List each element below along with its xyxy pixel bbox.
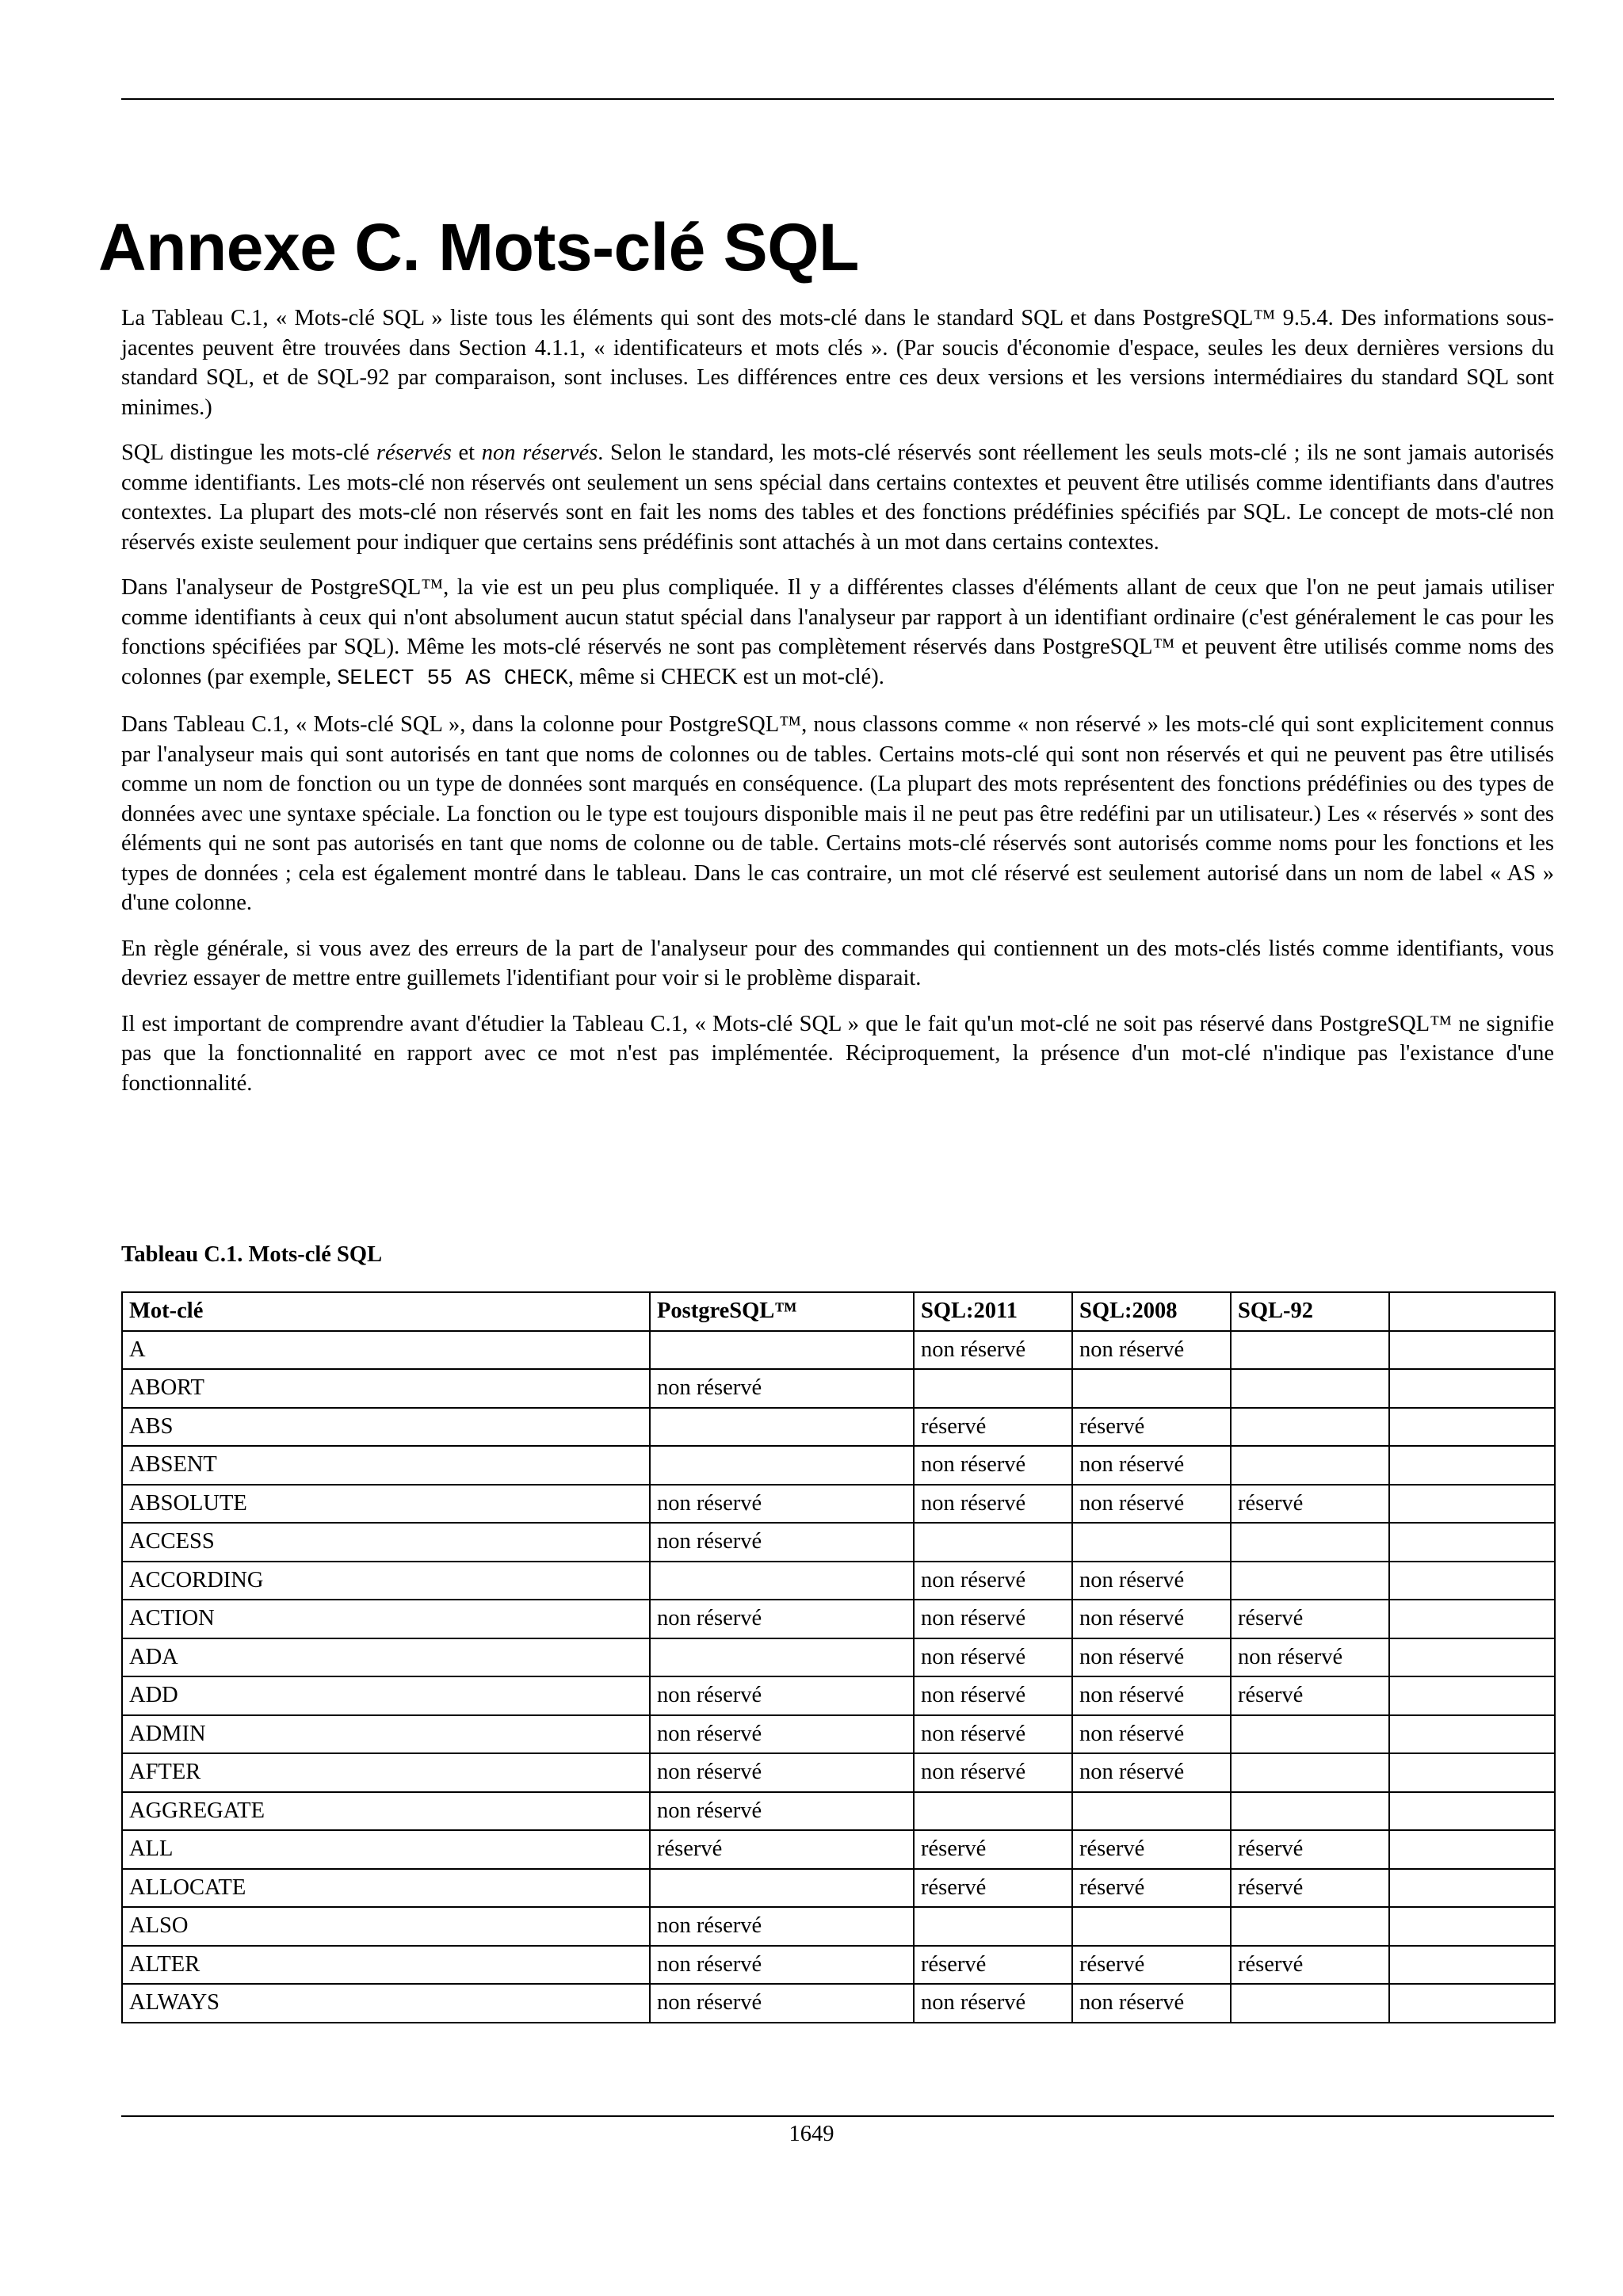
cell-sql2008: réservé <box>1072 1830 1231 1869</box>
keywords-table <box>121 1291 1556 2023</box>
code-example: SELECT 55 AS CHECK <box>337 666 568 691</box>
paragraph-classification: Dans Tableau C.1, « Mots-clé SQL », dans la colonne pour PostgreSQL™, nous classons comme « non réservé » les mots-clé qui sont explicitement connus par l'analyseur mais qui sont autorisés en tant que noms de colonnes ou de tables. Certains mots-clé qui sont non réservés et qui ne peuvent pas être utilisés comme un nom de fonction ou un type de données sont marqués en conséquence. (La plupart des mots représentent des fonctions prédéfinies ou des types de données avec une syntaxe spéciale. La fonction ou le type est toujours disponible mais il ne peut pas être redéfini par un utilisateur.) Les « réservés » sont des éléments qui ne sont pas autorisés en tant que noms de colonne ou de table. Certains mots-clé réservés sont autorisés comme noms pour les fonctions et les types de données ; cela est également montré dans le tableau. Dans le cas contraire, un mot clé réservé est seulement autorisé dans un nom de label « AS » d'une colonne. <box>121 712 1554 915</box>
cell-sql2008: non réservé <box>1072 1715 1231 1754</box>
header-sql2011: SQL:2011 <box>914 1292 1072 1331</box>
cell-sql2008: réservé <box>1072 1869 1231 1908</box>
header-keyword: Mot-clé <box>122 1292 650 1331</box>
cell-sql92: réservé <box>1231 1600 1389 1638</box>
cell-sql92 <box>1231 1907 1389 1946</box>
page-number: 1649 <box>789 2122 834 2146</box>
cell-keyword: ABSENT <box>122 1446 650 1485</box>
cell-sql92 <box>1231 1562 1389 1600</box>
text-run: SQL distingue les mots-clé <box>121 441 376 465</box>
cell-extra <box>1389 1523 1555 1562</box>
cell-sql2011: non réservé <box>914 1485 1072 1524</box>
table-row <box>122 1753 1555 1792</box>
cell-extra <box>1389 1600 1555 1638</box>
cell-sql2008: réservé <box>1072 1408 1231 1447</box>
cell-extra <box>1389 1408 1555 1447</box>
cell-sql92: non réservé <box>1231 1638 1389 1677</box>
cell-keyword: ADD <box>122 1676 650 1715</box>
cell-keyword: ALLOCATE <box>122 1869 650 1908</box>
cell-sql92 <box>1231 1446 1389 1485</box>
cell-sql2011: non réservé <box>914 1600 1072 1638</box>
cell-extra <box>1389 1715 1555 1754</box>
cell-sql92 <box>1231 1408 1389 1447</box>
paragraph-parser <box>121 573 1554 694</box>
cell-sql2008: non réservé <box>1072 1446 1231 1485</box>
header-empty <box>1389 1292 1555 1331</box>
table-row <box>122 1715 1555 1754</box>
table-row <box>122 1907 1555 1946</box>
text-run: , même si CHECK est un mot-clé). <box>567 664 884 689</box>
cell-sql92 <box>1231 1792 1389 1831</box>
paragraph-advice: En règle générale, si vous avez des erreurs de la part de l'analyseur pour des commandes qui contiennent un des mots-clés listés comme identifiants, vous devriez essayer de mettre entre guillemets l'identifiant pour voir si le problème disparait. <box>121 936 1554 990</box>
table-row <box>122 1984 1555 2023</box>
cell-sql2011: non réservé <box>914 1984 1072 2023</box>
page-title: Annexe C. Mots-clé SQL <box>98 210 859 284</box>
footer-rule <box>121 2115 1554 2117</box>
cell-sql2008: non réservé <box>1072 1676 1231 1715</box>
cell-sql92 <box>1231 1331 1389 1370</box>
cell-postgresql: non réservé <box>650 1676 914 1715</box>
table-row <box>122 1869 1555 1908</box>
cell-sql2011 <box>914 1523 1072 1562</box>
cell-sql92 <box>1231 1715 1389 1754</box>
cell-sql2008 <box>1072 1792 1231 1831</box>
cell-extra <box>1389 1984 1555 2023</box>
cell-keyword: ACCESS <box>122 1523 650 1562</box>
cell-postgresql: non réservé <box>650 1907 914 1946</box>
cell-postgresql: non réservé <box>650 1946 914 1985</box>
table-row <box>122 1792 1555 1831</box>
cell-extra <box>1389 1638 1555 1677</box>
cell-sql2008 <box>1072 1523 1231 1562</box>
cell-keyword: ALSO <box>122 1907 650 1946</box>
cell-sql2008 <box>1072 1369 1231 1408</box>
cell-postgresql: non réservé <box>650 1753 914 1792</box>
text-run: et <box>451 441 482 465</box>
cell-sql2011: non réservé <box>914 1331 1072 1370</box>
header-sql2008: SQL:2008 <box>1072 1292 1231 1331</box>
table-row <box>122 1446 1555 1485</box>
cell-sql2008 <box>1072 1907 1231 1946</box>
cell-keyword: ALTER <box>122 1946 650 1985</box>
cell-extra <box>1389 1830 1555 1869</box>
cell-extra <box>1389 1562 1555 1600</box>
cell-sql2008: non réservé <box>1072 1984 1231 2023</box>
cell-sql2008: non réservé <box>1072 1331 1231 1370</box>
cell-sql2008: non réservé <box>1072 1638 1231 1677</box>
header-sql92: SQL-92 <box>1231 1292 1389 1331</box>
table-body <box>122 1331 1555 2023</box>
cell-sql2011: réservé <box>914 1830 1072 1869</box>
cell-sql2011 <box>914 1907 1072 1946</box>
table-row <box>122 1676 1555 1715</box>
cell-postgresql: non réservé <box>650 1715 914 1754</box>
cell-postgresql <box>650 1562 914 1600</box>
cell-keyword: A <box>122 1331 650 1370</box>
cell-sql92: réservé <box>1231 1676 1389 1715</box>
cell-postgresql <box>650 1446 914 1485</box>
table-row <box>122 1485 1555 1524</box>
cell-postgresql: non réservé <box>650 1600 914 1638</box>
cell-sql2011: non réservé <box>914 1446 1072 1485</box>
cell-postgresql: non réservé <box>650 1792 914 1831</box>
cell-sql92: réservé <box>1231 1830 1389 1869</box>
cell-keyword: ACTION <box>122 1600 650 1638</box>
cell-keyword: ACCORDING <box>122 1562 650 1600</box>
paragraph-intro: La Tableau C.1, « Mots-clé SQL » liste tous les éléments qui sont des mots-clé dans le standard SQL et dans PostgreSQL™ 9.5.4. Des informations sous-jacentes peuvent être trouvées dans Section 4.1.1, « identificateurs et mots clés ». (Par soucis d'économie d'espace, seules les deux dernières versions du standard SQL, et de SQL-92 par comparaison, sont incluses. Les différences entre ces deux versions et les versions intermédiaires du standard SQL sont minimes.) <box>121 306 1554 420</box>
header-postgresql: PostgreSQL™ <box>650 1292 914 1331</box>
cell-postgresql <box>650 1869 914 1908</box>
cell-postgresql: non réservé <box>650 1984 914 2023</box>
cell-sql2008: non réservé <box>1072 1753 1231 1792</box>
cell-sql2011: non réservé <box>914 1562 1072 1600</box>
cell-postgresql: non réservé <box>650 1485 914 1524</box>
emphasis-reserved: réservés <box>376 441 452 465</box>
table-row <box>122 1331 1555 1370</box>
table-row <box>122 1562 1555 1600</box>
table-caption: Tableau C.1. Mots-clé SQL <box>121 1242 383 1267</box>
text-run: . Selon le standard, les mots-clé réservés sont réellement les seuls mots-clé ; ils ne sont jamais autorisés comme identifiants. Les mots-clé non réservés ont seulement un sens spécial dans certains contextes et peuvent être utilisés comme identifiants dans d'autres contextes. La plupart des mots-clé non réservés sont en fait les noms des tables et des fonctions prédéfinies spécifiés par SQL. Le concept de mots-clé non réservés existe seulement pour indiquer que certains sens prédéfinis sont attachés à un mot dans certains contextes. <box>121 441 1555 555</box>
cell-extra <box>1389 1869 1555 1908</box>
table-row <box>122 1408 1555 1447</box>
cell-sql92 <box>1231 1369 1389 1408</box>
cell-sql92 <box>1231 1753 1389 1792</box>
cell-keyword: ALL <box>122 1830 650 1869</box>
cell-keyword: ABORT <box>122 1369 650 1408</box>
cell-sql2011: réservé <box>914 1408 1072 1447</box>
cell-keyword: ADMIN <box>122 1715 650 1754</box>
cell-keyword: AFTER <box>122 1753 650 1792</box>
paragraph-reserved-keywords <box>121 438 1554 557</box>
cell-sql2011 <box>914 1792 1072 1831</box>
table-row <box>122 1946 1555 1985</box>
cell-sql92: réservé <box>1231 1946 1389 1985</box>
cell-postgresql <box>650 1408 914 1447</box>
table-row <box>122 1523 1555 1562</box>
cell-sql2011 <box>914 1369 1072 1408</box>
body-text <box>121 303 1554 1114</box>
cell-extra <box>1389 1946 1555 1985</box>
cell-sql92: réservé <box>1231 1869 1389 1908</box>
cell-postgresql <box>650 1331 914 1370</box>
cell-sql2011: non réservé <box>914 1638 1072 1677</box>
cell-sql2008: non réservé <box>1072 1485 1231 1524</box>
cell-keyword: ABSOLUTE <box>122 1485 650 1524</box>
cell-keyword: AGGREGATE <box>122 1792 650 1831</box>
cell-sql92: réservé <box>1231 1485 1389 1524</box>
table-row <box>122 1369 1555 1408</box>
cell-postgresql: réservé <box>650 1830 914 1869</box>
paragraph-note: Il est important de comprendre avant d'étudier la Tableau C.1, « Mots-clé SQL » que le fait qu'un mot-clé ne soit pas réservé dans PostgreSQL™ ne signifie pas que la fonctionnalité en rapport avec ce mot n'est pas implémentée. Réciproquement, la présence d'un mot-clé n'indique pas l'existance d'une fonctionnalité. <box>121 1011 1554 1096</box>
emphasis-non-reserved: non réservés <box>481 441 598 465</box>
cell-sql2008: non réservé <box>1072 1600 1231 1638</box>
cell-postgresql: non réservé <box>650 1523 914 1562</box>
header-rule <box>121 98 1554 100</box>
cell-sql2011: réservé <box>914 1946 1072 1985</box>
cell-sql2008: réservé <box>1072 1946 1231 1985</box>
cell-extra <box>1389 1753 1555 1792</box>
cell-extra <box>1389 1331 1555 1370</box>
cell-sql2011: non réservé <box>914 1676 1072 1715</box>
cell-keyword: ADA <box>122 1638 650 1677</box>
cell-extra <box>1389 1446 1555 1485</box>
cell-keyword: ALWAYS <box>122 1984 650 2023</box>
cell-postgresql <box>650 1638 914 1677</box>
table-row <box>122 1830 1555 1869</box>
cell-sql2011: non réservé <box>914 1715 1072 1754</box>
table-row <box>122 1638 1555 1677</box>
table-row <box>122 1600 1555 1638</box>
cell-keyword: ABS <box>122 1408 650 1447</box>
cell-extra <box>1389 1676 1555 1715</box>
cell-sql92 <box>1231 1523 1389 1562</box>
cell-sql92 <box>1231 1984 1389 2023</box>
cell-extra <box>1389 1907 1555 1946</box>
cell-sql2008: non réservé <box>1072 1562 1231 1600</box>
cell-postgresql: non réservé <box>650 1369 914 1408</box>
text-run: Dans l'analyseur de PostgreSQL™, la vie est un peu plus compliquée. Il y a différentes classes d'éléments allant de ceux que l'on ne peut jamais utiliser comme identifiants à ceux qui n'ont absolument aucun statut spécial dans l'analyseur par rapport à un identifiant ordinaire (c'est généralement le cas pour les fonctions spécifiées par SQL). Même les mots-clé réservés ne sont pas complètement réservés dans PostgreSQL™ et peuvent être utilisés comme noms des colonnes (par exemple, <box>121 575 1554 689</box>
cell-extra <box>1389 1792 1555 1831</box>
cell-sql2011: non réservé <box>914 1753 1072 1792</box>
cell-extra <box>1389 1485 1555 1524</box>
cell-extra <box>1389 1369 1555 1408</box>
table-header-row <box>122 1292 1555 1331</box>
cell-sql2011: réservé <box>914 1869 1072 1908</box>
